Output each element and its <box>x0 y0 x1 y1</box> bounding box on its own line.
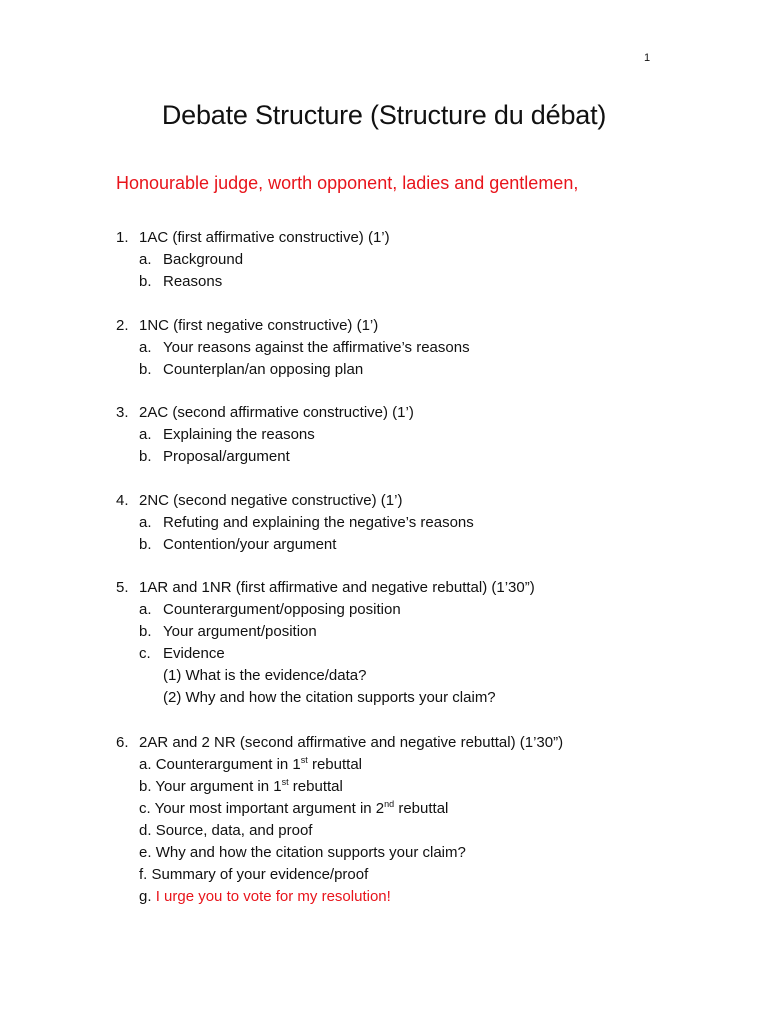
item-letter: a. <box>139 514 152 531</box>
item-text-group <box>139 843 466 863</box>
section-number: 1. <box>116 229 129 246</box>
item-letter: b. <box>139 273 152 290</box>
section-number: 5. <box>116 579 129 596</box>
greeting: Honourable judge, worth opponent, ladies and gentlemen, <box>116 173 579 193</box>
item-letter: d. <box>139 822 152 839</box>
item-text-group <box>139 755 362 775</box>
page-number: 1 <box>644 52 651 64</box>
sub-item-text: (1) What is the evidence/data? <box>163 667 367 684</box>
closing-appeal: I urge you to vote for my resolution! <box>155 888 391 905</box>
item-text-group <box>139 821 312 841</box>
sub-item-text: (2) Why and how the citation supports your claim? <box>163 689 496 706</box>
section-title: 2AR and 2 NR (second affirmative and negative rebuttal) (1’30”) <box>139 734 564 751</box>
section-title: 1AC (first affirmative constructive) (1’) <box>139 229 390 246</box>
item-text: Reasons <box>163 273 223 290</box>
section-title: 1NC (first negative constructive) (1’) <box>139 317 379 334</box>
item-text: Your argument/position <box>163 623 317 640</box>
item-letter: b. <box>139 536 152 553</box>
item-letter: b. <box>139 623 152 640</box>
item-text: Background <box>163 251 244 268</box>
item-text: Refuting and explaining the negative’s reasons <box>163 514 474 531</box>
superscript: nd <box>384 799 395 809</box>
item-text-after: rebuttal <box>307 756 362 773</box>
item-text: Explaining the reasons <box>163 426 315 443</box>
item-letter: a. <box>139 756 152 773</box>
item-letter: b. <box>139 778 152 795</box>
section-number: 2. <box>116 317 129 334</box>
item-letter: b. <box>139 361 152 378</box>
section-number: 6. <box>116 734 129 751</box>
item-text: Counterplan/an opposing plan <box>163 361 364 378</box>
item-text: Summary of your evidence/proof <box>151 866 369 883</box>
item-text: Your most important argument in 2 <box>154 800 385 817</box>
item-letter: c. <box>139 800 151 817</box>
section-title: 2AC (second affirmative constructive) (1’) <box>139 404 414 421</box>
item-text: Evidence <box>163 645 225 662</box>
item-text: Your reasons against the affirmative’s reasons <box>163 339 470 356</box>
section-number: 3. <box>116 404 129 421</box>
item-letter: a. <box>139 251 152 268</box>
item-letter: a. <box>139 339 152 356</box>
superscript: st <box>300 755 308 765</box>
item-letter: c. <box>139 645 151 662</box>
page-title: Debate Structure (Structure du débat) <box>161 100 607 130</box>
item-text: Contention/your argument <box>163 536 337 553</box>
item-text-after: rebuttal <box>288 778 343 795</box>
item-letter: a. <box>139 426 152 443</box>
item-letter: b. <box>139 448 152 465</box>
section-title: 1AR and 1NR (first affirmative and negative rebuttal) (1’30”) <box>139 579 535 596</box>
item-letter: g. <box>139 888 152 905</box>
item-letter: f. <box>139 866 148 883</box>
item-text-group <box>139 777 343 797</box>
section-number: 4. <box>116 492 129 509</box>
item-text: Counterargument/opposing position <box>163 601 401 618</box>
item-text: Proposal/argument <box>163 448 290 465</box>
item-text: Your argument in 1 <box>155 778 282 795</box>
item-text-group <box>139 887 391 907</box>
item-text-after: rebuttal <box>394 800 449 817</box>
item-text: Why and how the citation supports your claim? <box>155 844 466 861</box>
item-text-group <box>139 799 448 819</box>
item-letter: e. <box>139 844 152 861</box>
item-text: Counterargument in 1 <box>155 756 301 773</box>
item-text-group <box>139 865 368 885</box>
section-title: 2NC (second negative constructive) (1’) <box>139 492 403 509</box>
superscript: st <box>281 777 289 787</box>
item-text: Source, data, and proof <box>155 822 313 839</box>
item-letter: a. <box>139 601 152 618</box>
